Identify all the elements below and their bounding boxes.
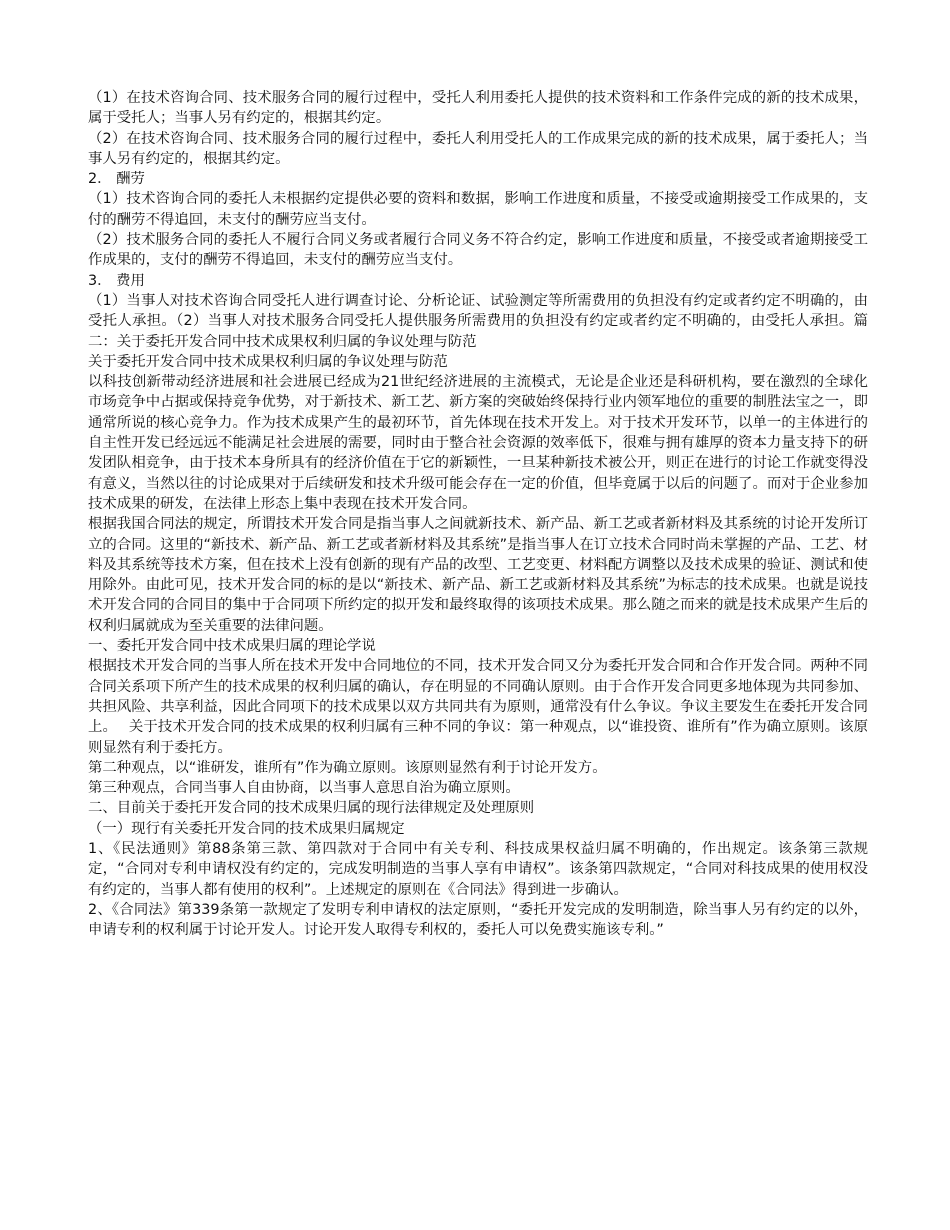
paragraph-5: （1）当事人对技术咨询合同受托人进行调查讨论、分析论证、试验测定等所需费用的负担没有约定或者约定不明确的，由受托人承担。（2）当事人对技术服务合同受托人提供服务所需费用的负担没有约定或者约定不明确的，由受托人承担。篇二：关于委托开发合同中技术成果权利归属的争议处理与防范 [88, 292, 868, 350]
paragraph-6: 以科技创新带动经济进展和社会进展已经成为21世纪经济进展的主流模式，无论是企业还是科研机构，要在激烈的全球化市场竞争中占据或保持竞争优势，对于新技术、新工艺、新方案的突破始终保持行业内领军地位的重要的制胜法宝之一，即通常所说的核心竞争力。作为技术成果产生的最初环节，首先体现在技术开发上。对于技术开发环节，以单一的主体进行的自主性开发已经远远不能满足社会进展的需要，同时由于整合社会资源的效率低下，很难与拥有雄厚的资本力量支持下的研发团队相竞争，由于技术本身所具有的经济价值在于它的新颖性，一旦某种新技术被公开，则正在进行的讨论工作就变得没有意义，当然以往的讨论成果对于后续研发和技术升级可能会存在一定的价值，但毕竟属于以后的问题了。而对于企业参加技术成果的研发，在法律上形态上集中表现在技术开发合同。 [88, 374, 868, 512]
paragraph-8: 根据技术开发合同的当事人所在技术开发中合同地位的不同，技术开发合同又分为委托开发合同和合作开发合同。两种不同合同关系项下所产生的技术成果的权利归属的确认，存在明显的不同确认原则。由于合作开发合同更多地体现为共同参加、共担风险、共享利益，因此合同项下的技术成果以双方共同共有为原则，通常没有什么争议。争议主要发生在委托开发合同上。 关于技术开发合同的技术成果的权利归属有三种不同的争议：第一种观点，以“谁投资、谁所有”作为确立原则。该原则显然有利于委托方。 [88, 658, 868, 756]
paragraph-10: 第三种观点，合同当事人自由协商，以当事人意思自治为确立原则。 [88, 780, 520, 797]
section-heading-current-law: 二、目前关于委托开发合同的技术成果归属的现行法律规定及处理原则 [88, 800, 535, 817]
section-heading-remuneration: 2． 酬劳 [88, 171, 145, 188]
section-heading-theory: 一、委托开发合同中技术成果归属的理论学说 [88, 638, 376, 655]
paragraph-11: 1、《民法通则》第88条第三款、第四款对于合同中有关专利、科技成果权益归属不明确的，作出规定。该条第三款规定，“合同对专利申请权没有约定的，完成发明制造的当事人享有申请权”。该条第四款规定，“合同对科技成果的使用权没有约定的，当事人都有使用的权利”。上述规定的原则在《合同法》得到进一步确认。 [88, 840, 868, 898]
paragraph-9: 第二种观点，以“谁研发，谁所有”作为确立原则。该原则显然有利于讨论开发方。 [88, 759, 607, 776]
article-title: 关于委托开发合同中技术成果权利归属的争议处理与防范 [88, 353, 448, 370]
subsection-heading: （一）现行有关委托开发合同的技术成果归属规定 [88, 820, 405, 837]
document-page [88, 88, 868, 940]
paragraph-2: （2）在技术咨询合同、技术服务合同的履行过程中，委托人利用受托人的工作成果完成的新的技术成果，属于委托人；当事人另有约定的，根据其约定。 [88, 130, 868, 167]
paragraph-12: 2、《合同法》第339条第一款规定了发明专利申请权的法定原则，“委托开发完成的发明制造，除当事人另有约定的以外，申请专利的权利属于讨论开发人。讨论开发人取得专利权的，委托人可以免费实施该专利。” [88, 901, 868, 939]
section-heading-expenses: 3． 费用 [88, 272, 145, 289]
paragraph-3: （1）技术咨询合同的委托人未根据约定提供必要的资料和数据，影响工作进度和质量，不接受或逾期接受工作成果的，支付的酬劳不得追回，未支付的酬劳应当支付。 [88, 191, 868, 228]
paragraph-1: （1）在技术咨询合同、技术服务合同的履行过程中，受托人利用委托人提供的技术资料和工作条件完成的新的技术成果，属于受托人；当事人另有约定的，根据其约定。 [88, 90, 868, 127]
paragraph-4: （2）技术服务合同的委托人不履行合同义务或者履行合同义务不符合约定，影响工作进度和质量，不接受或者逾期接受工作成果的，支付的酬劳不得追回，未支付的酬劳应当支付。 [88, 232, 868, 269]
paragraph-7: 根据我国合同法的规定，所谓技术开发合同是指当事人之间就新技术、新产品、新工艺或者新材料及其系统的讨论开发所订立的合同。这里的“新技术、新产品、新工艺或者新材料及其系统”是指当事人在订立技术合同时尚未掌握的产品、工艺、材料及其系统等技术方案，但在技术上没有创新的现有产品的改型、工艺变更、材料配方调整以及技术成果的验证、测试和使用除外。由此可见，技术开发合同的标的是以“新技术、新产品、新工艺或新材料及其系统”为标志的技术成果。也就是说技术开发合同的合同目的集中于合同项下所约定的拟开发和最终取得的该项技术成果。那么随之而来的就是技术成果产生后的权利归属就成为至关重要的法律问题。 [88, 516, 868, 634]
